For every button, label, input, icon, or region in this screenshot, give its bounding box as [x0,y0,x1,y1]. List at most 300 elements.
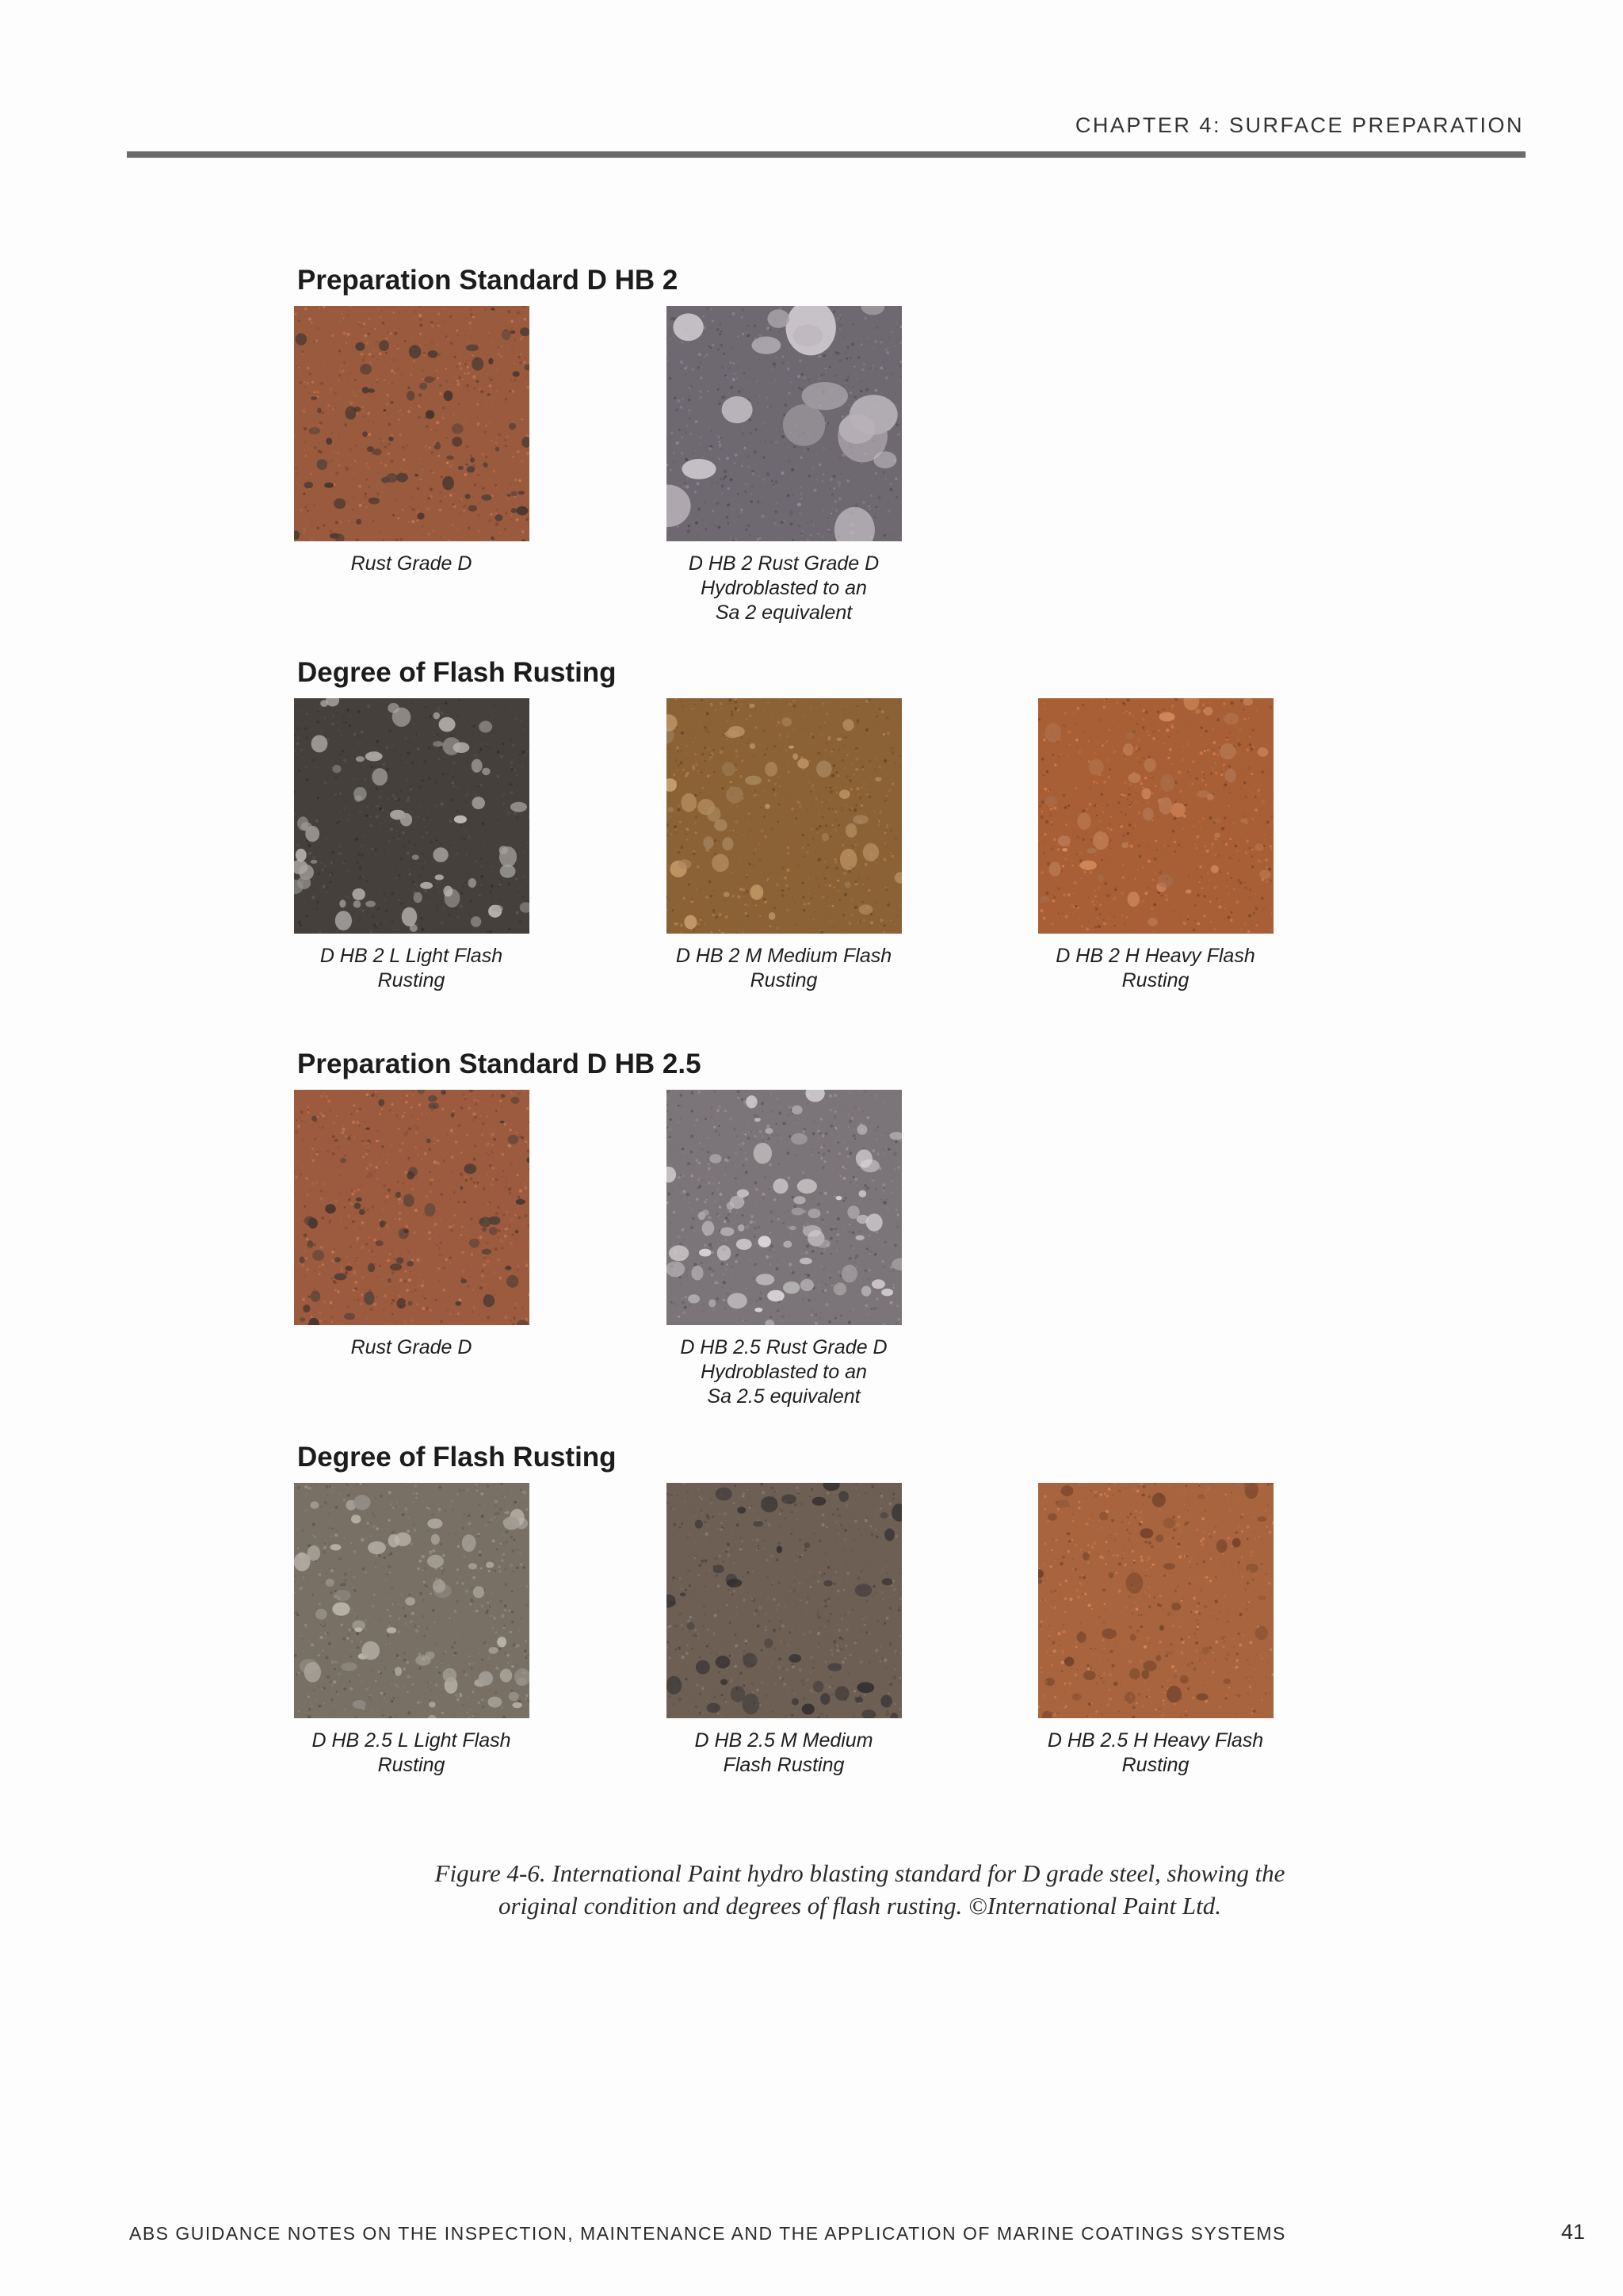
grain [764,835,767,839]
grain [441,922,443,924]
grain [506,1255,507,1257]
surface-photo [294,306,529,541]
grain [388,878,391,881]
spot [456,1301,462,1306]
grain [729,1199,730,1200]
grain [418,1103,421,1106]
grain [420,457,422,460]
grain [440,1242,443,1245]
grain [365,506,368,508]
grain [892,783,894,785]
grain [1207,873,1209,874]
grain [375,1275,378,1278]
grain [364,1142,366,1144]
grain [851,845,854,848]
grain [827,531,829,533]
grain [737,336,739,338]
grain [1250,789,1251,791]
grain [469,829,471,831]
grain [1231,911,1233,914]
grain [369,318,371,320]
grain [426,1307,429,1310]
grain [498,819,499,821]
grain [388,1154,389,1156]
grain [855,923,858,926]
grain [754,451,757,454]
grain [1137,739,1140,742]
grain [897,365,900,369]
grain [789,1315,790,1316]
grain [693,1243,694,1244]
grain [886,888,888,891]
grain [743,834,745,836]
grain [846,1148,849,1151]
grain [1110,828,1113,831]
grain [299,1117,300,1119]
grain [697,770,699,772]
spot [396,1257,404,1264]
grain [863,712,865,714]
grain [1164,868,1166,869]
grain [797,801,800,804]
grain [323,1105,327,1108]
grain [317,710,320,713]
grain [338,880,339,881]
grain [396,1308,398,1309]
grain [799,1118,800,1120]
grain [1233,842,1235,844]
spot [1123,743,1134,756]
grain [824,502,827,504]
grain [1229,838,1232,840]
grain [878,496,881,499]
grain [1197,869,1198,870]
grain [463,318,464,319]
grain [315,823,318,826]
grain [886,504,888,506]
grain [466,854,468,855]
grain [424,801,426,803]
grain [474,463,476,465]
grain [679,1185,680,1186]
grain [416,1304,418,1305]
grain [838,824,840,827]
grain [398,411,399,412]
grain [314,391,316,393]
grain [353,921,354,923]
grain [433,861,434,862]
grain [1245,851,1247,854]
grain [754,788,757,790]
grain [420,479,422,480]
grain [1063,724,1064,726]
grain [1089,803,1092,806]
grain [1097,865,1099,867]
grain [484,407,487,410]
grain [505,1227,506,1228]
grain [421,1284,424,1287]
grain [698,442,701,445]
grain [1075,723,1076,724]
spot [797,758,809,769]
grain [828,808,830,809]
grain [453,855,455,857]
grain [1177,730,1180,733]
grain [769,1182,771,1183]
grain [671,834,672,835]
grain [523,851,525,853]
grain [782,466,784,468]
grain [331,1307,333,1308]
grain [1236,901,1239,904]
grain [433,782,435,784]
grain [693,453,694,454]
grain [352,1221,354,1223]
grain [316,900,319,904]
grain [819,727,821,728]
grain [668,1289,670,1291]
grain [868,505,870,507]
grain [871,1179,874,1182]
spot [397,1298,407,1308]
grain [487,369,491,372]
grain [1238,739,1239,740]
grain [319,415,320,416]
grain [1243,770,1245,772]
grain [732,509,734,510]
grain [471,931,472,933]
grain [689,356,690,357]
grain [813,453,816,457]
grain [675,828,677,830]
grain [446,461,449,464]
spot [359,1209,365,1215]
grain [363,1207,365,1209]
grain [756,846,757,847]
grain [1065,726,1067,728]
grain [406,762,407,763]
spot [479,721,492,733]
grain [438,1180,441,1182]
grain [330,909,331,911]
grain [711,1274,713,1276]
grain [422,525,424,528]
grain [463,369,466,372]
grain [411,1259,414,1261]
grain [894,923,895,924]
grain [816,912,818,914]
spot [667,807,674,812]
grain [678,808,681,812]
grain [487,1174,488,1175]
grain [849,404,850,406]
grain [1044,929,1045,930]
grain [445,496,446,498]
grain [388,453,390,455]
grain [410,402,412,404]
grain [802,530,804,533]
grain [819,355,821,357]
grain [399,1278,403,1282]
grain [383,762,386,766]
grain [1174,850,1176,852]
grain [487,468,488,469]
grain [482,780,483,781]
spot [364,1292,375,1305]
grain [1103,812,1105,813]
grain [340,482,342,484]
grain [1145,711,1148,714]
grain [698,1162,701,1164]
spot [450,1113,454,1117]
grain [525,1214,528,1217]
grain [1205,846,1206,847]
grain [667,835,669,836]
grain [865,1304,869,1307]
grain [860,786,863,789]
grain [425,1137,426,1139]
grain [525,1143,526,1144]
grain [1228,732,1231,734]
grain [762,515,765,518]
spot [373,449,382,456]
spot [509,423,516,430]
grain [368,433,371,436]
grain [305,1177,307,1179]
grain [307,1295,311,1298]
grain [1040,902,1042,904]
surface-texture [294,698,529,934]
grain [839,1275,841,1277]
grain [1141,902,1143,904]
grain [1151,819,1153,821]
grain [311,473,312,475]
grain [506,1211,508,1213]
grain [358,485,361,488]
grain [1046,893,1048,896]
grain [785,488,786,490]
grain [497,926,498,927]
grain [1077,747,1079,749]
grain [736,377,738,379]
grain [301,1120,304,1122]
grain [1199,838,1200,839]
grain [842,759,844,762]
grain [838,506,839,508]
grain [400,1097,402,1098]
grain [302,1221,304,1222]
grain [350,1202,353,1205]
grain [723,1299,725,1301]
grain [331,1259,334,1262]
grain [674,832,676,834]
grain [507,310,510,313]
spot [511,508,517,513]
grain [367,705,370,708]
grain [390,401,393,404]
grain [858,877,859,878]
grain [430,495,432,498]
grain [349,1320,351,1321]
grain [307,1213,308,1214]
grain [697,865,700,869]
grain [697,926,700,929]
grain [758,1226,760,1228]
spot [311,1116,317,1121]
grain [727,743,729,745]
grain [434,703,436,705]
grain [411,520,414,523]
grain [703,1303,705,1305]
grain [870,759,873,762]
grain [834,828,837,831]
grain [380,1201,382,1202]
grain [419,700,422,702]
grain [854,1201,855,1202]
grain [297,904,300,906]
grain [365,463,368,465]
grain [822,896,824,898]
grain [1097,901,1098,902]
spot [334,499,346,509]
grain [884,1241,887,1244]
grain [523,876,525,878]
grain [338,399,340,401]
spot [297,877,311,889]
grain [757,402,758,403]
grain [464,1097,466,1098]
grain [446,1203,449,1205]
grain [1098,887,1100,888]
grain [1182,828,1185,831]
spot [769,912,775,920]
grain [846,479,850,483]
grain [462,885,464,887]
grain [788,460,790,462]
grain [1091,837,1093,839]
grain [863,1091,865,1094]
grain [343,1108,345,1110]
grain [1194,920,1196,922]
grain [482,822,485,825]
grain [868,1278,870,1281]
grain [434,1223,437,1226]
grain [411,314,414,316]
grain [447,1134,449,1136]
grain [798,506,801,509]
grain [697,482,700,485]
grain [396,368,399,370]
grain [487,1316,490,1319]
grain [338,435,340,437]
grain [437,1101,439,1102]
grain [342,1236,345,1239]
grain [1166,794,1168,797]
texture-base [666,698,902,934]
grain [372,1157,375,1159]
grain [1154,858,1157,861]
grain [1047,862,1050,865]
grain [1198,820,1200,822]
grain [758,396,759,398]
grain [440,536,441,537]
grain [510,1242,513,1245]
grain [485,457,487,459]
grain [1261,739,1264,743]
grain [767,701,769,704]
grain [343,331,346,334]
grain [726,457,729,460]
grain [495,500,497,502]
grain [687,1275,688,1276]
grain [1094,889,1096,891]
spot [520,327,529,336]
grain [327,891,328,892]
grain [841,473,842,475]
grain [468,720,469,721]
grain [296,365,298,367]
grain [884,1201,887,1204]
grain [850,788,853,791]
grain [417,816,419,818]
grain [419,875,422,877]
grain [1258,784,1259,785]
grain [1071,865,1074,867]
grain [769,1163,772,1167]
grain [368,1236,371,1240]
grain [302,1298,305,1301]
grain [742,1214,744,1217]
grain [437,1139,440,1142]
grain [1099,904,1102,907]
grain [883,1152,886,1156]
grain [679,1242,682,1245]
grain [497,335,498,337]
spot [325,1204,336,1213]
section-title: Preparation Standard D HB 2 [297,265,678,296]
spot [392,708,411,727]
grain [386,1195,389,1198]
grain [386,403,388,406]
grain [352,1289,354,1292]
grain [762,789,765,793]
grain [1244,795,1247,798]
grain [760,1292,762,1294]
grain [1249,847,1251,849]
grain [1243,709,1244,711]
grain [390,1144,392,1147]
grain [719,372,720,374]
spot [439,717,456,732]
grain [1214,928,1216,930]
grain [1062,865,1064,867]
grain [372,1091,373,1092]
grain [1205,730,1208,732]
grain [391,892,394,895]
spot [1254,843,1263,851]
grain [334,1139,337,1141]
grain [441,1182,444,1184]
grain [792,386,793,387]
grain [443,308,446,311]
grain [680,701,682,702]
grain [813,488,816,491]
grain [430,429,432,430]
grain [1136,751,1137,752]
grain [832,441,834,444]
grain [758,843,759,845]
grain [1115,701,1118,704]
